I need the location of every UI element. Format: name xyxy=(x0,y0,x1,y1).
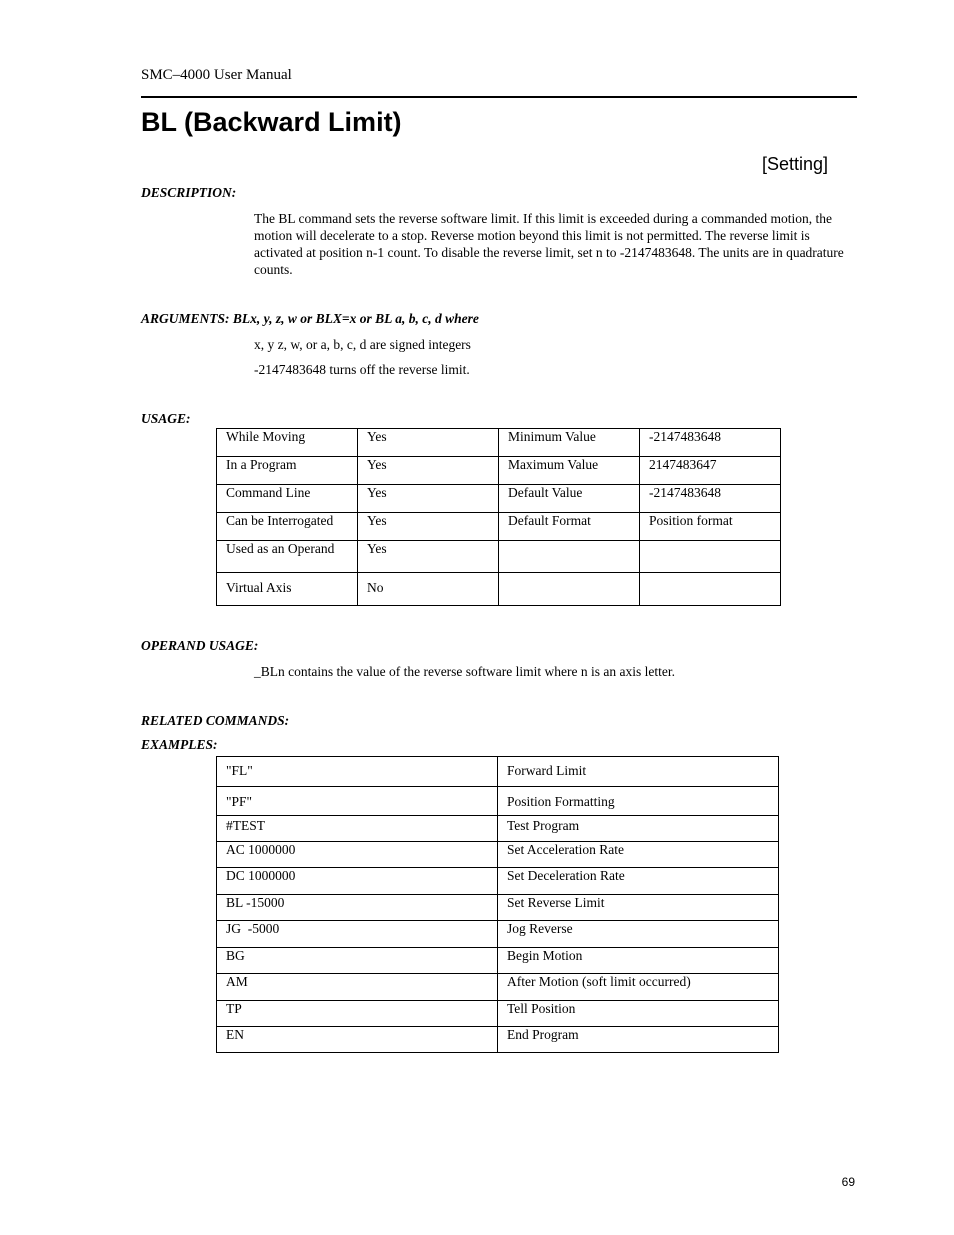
table-cell: Command Line xyxy=(217,485,358,513)
table-cell: Maximum Value xyxy=(499,457,640,485)
table-row xyxy=(217,842,779,868)
table-cell: No xyxy=(358,573,499,606)
table-row xyxy=(217,429,781,457)
table-row xyxy=(217,1001,779,1027)
table-cell: Yes xyxy=(358,541,499,573)
table-cell: Virtual Axis xyxy=(217,573,358,606)
example-code: #TEST xyxy=(217,816,498,842)
table-row xyxy=(217,541,781,573)
table-cell: Default Value xyxy=(499,485,640,513)
example-description: Set Reverse Limit xyxy=(498,895,779,921)
example-code: DC 1000000 xyxy=(217,868,498,895)
table-row xyxy=(217,1027,779,1053)
table-cell: In a Program xyxy=(217,457,358,485)
table-row xyxy=(217,457,781,485)
table-cell: Position format xyxy=(640,513,781,541)
example-code: BL -15000 xyxy=(217,895,498,921)
table-cell xyxy=(640,573,781,606)
table-row xyxy=(217,868,779,895)
table-row xyxy=(217,948,779,974)
table-row xyxy=(217,485,781,513)
example-code: AC 1000000 xyxy=(217,842,498,868)
table-row xyxy=(217,513,781,541)
examples-label: EXAMPLES: xyxy=(141,737,218,752)
example-code: EN xyxy=(217,1027,498,1053)
example-code: TP xyxy=(217,1001,498,1027)
table-cell: Used as an Operand xyxy=(217,541,358,573)
related-commands-label: RELATED COMMANDS: xyxy=(141,713,290,728)
header-rule xyxy=(141,96,857,98)
table-cell xyxy=(499,541,640,573)
example-code: BG xyxy=(217,948,498,974)
table-row xyxy=(217,895,779,921)
example-description: End Program xyxy=(498,1027,779,1053)
example-description: Position Formatting xyxy=(498,787,779,816)
table-cell xyxy=(499,573,640,606)
page-number: 69 xyxy=(841,1175,855,1189)
example-description: Test Program xyxy=(498,816,779,842)
table-cell: -2147483648 xyxy=(640,429,781,457)
example-description: Begin Motion xyxy=(498,948,779,974)
table-row xyxy=(217,816,779,842)
table-cell: While Moving xyxy=(217,429,358,457)
table-row xyxy=(217,787,779,816)
command-type-tag: [Setting] xyxy=(761,154,828,174)
table-cell: Yes xyxy=(358,485,499,513)
table-cell: 2147483647 xyxy=(640,457,781,485)
table-cell: Default Format xyxy=(499,513,640,541)
usage-table xyxy=(216,428,781,606)
arguments-line-1: x, y z, w, or a, b, c, d are signed integers xyxy=(254,337,471,352)
arguments-line-2: -2147483648 turns off the reverse limit. xyxy=(254,362,470,377)
table-cell: -2147483648 xyxy=(640,485,781,513)
table-cell: Yes xyxy=(358,513,499,541)
table-row xyxy=(217,974,779,1001)
example-code: JG -5000 xyxy=(217,921,498,948)
table-cell: Minimum Value xyxy=(499,429,640,457)
example-description: Set Acceleration Rate xyxy=(498,842,779,868)
operand-usage-text: _BLn contains the value of the reverse software limit where n is an axis letter. xyxy=(254,664,675,679)
description-text: The BL command sets the reverse software limit. If this limit is exceeded during a commanded motion, the motion will decelerate to a stop. Reverse motion beyond this limit is not permitted. The reverse limit is activated at position n-1 count. To disable the reverse limit, set n to -2147483648. The units are in quadrature counts. xyxy=(254,211,844,277)
arguments-label: ARGUMENTS: BLx, y, z, w or BLX=x or BL a, b, c, d where xyxy=(141,311,479,326)
example-description: Jog Reverse xyxy=(498,921,779,948)
usage-label: USAGE: xyxy=(141,411,191,426)
example-description: Forward Limit xyxy=(498,757,779,787)
example-description: Tell Position xyxy=(498,1001,779,1027)
running-header: SMC–4000 User Manual xyxy=(141,67,292,83)
example-code: AM xyxy=(217,974,498,1001)
operand-usage-label: OPERAND USAGE: xyxy=(141,638,259,653)
table-row xyxy=(217,757,779,787)
table-cell: Yes xyxy=(358,429,499,457)
description-label: DESCRIPTION: xyxy=(141,185,237,200)
page-title: BL (Backward Limit) xyxy=(141,107,402,137)
table-cell: Can be Interrogated xyxy=(217,513,358,541)
table-row xyxy=(217,921,779,948)
table-row xyxy=(217,573,781,606)
example-code: "PF" xyxy=(217,787,498,816)
example-code: "FL" xyxy=(217,757,498,787)
example-description: Set Deceleration Rate xyxy=(498,868,779,895)
example-description: After Motion (soft limit occurred) xyxy=(498,974,779,1001)
examples-table xyxy=(216,756,779,1053)
table-cell xyxy=(640,541,781,573)
table-cell: Yes xyxy=(358,457,499,485)
